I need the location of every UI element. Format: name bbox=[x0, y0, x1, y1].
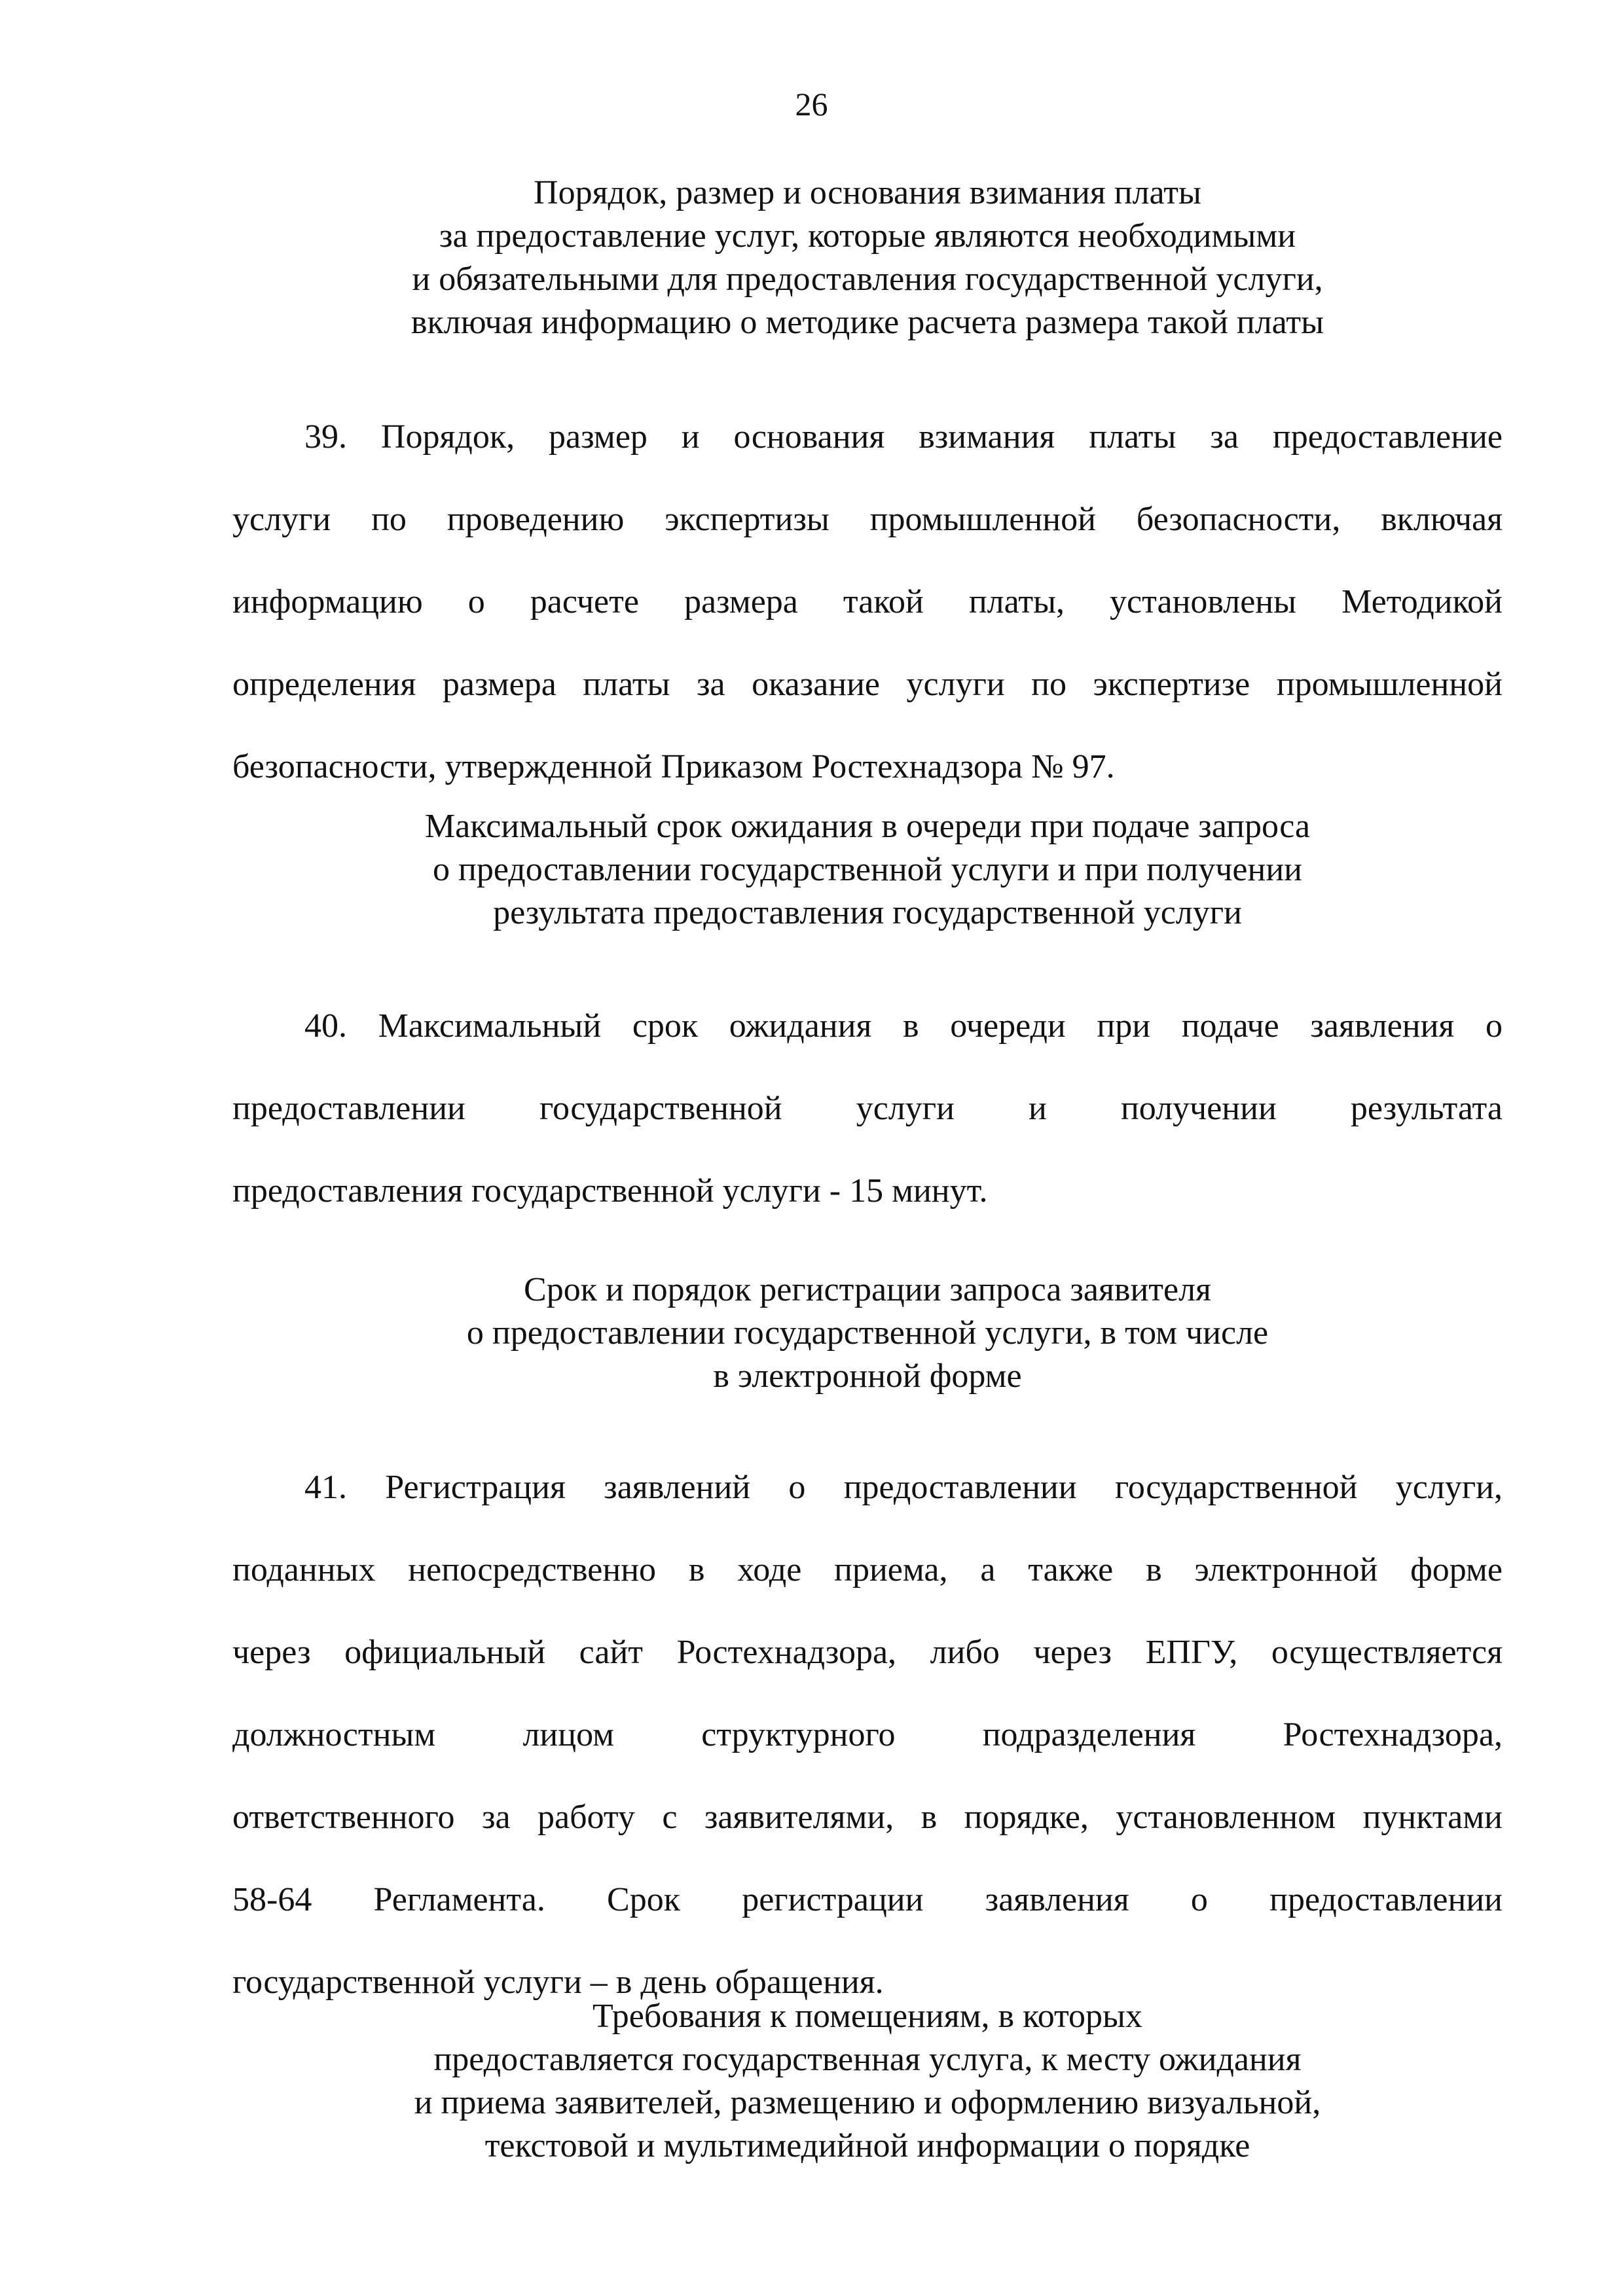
paragraph-line: предоставления государственной услуги - 15 минут. bbox=[232, 1172, 988, 1210]
heading-line: результата предоставления государственной услуги bbox=[493, 894, 1242, 931]
paragraph-line: определения размера платы за оказание услуги по экспертизе промышленной bbox=[232, 666, 1503, 703]
paragraph-line: услуги по проведению экспертизы промышленной безопасности, включая bbox=[232, 501, 1503, 538]
paragraph-line: 41. Регистрация заявлений о предоставлении государственной услуги, bbox=[304, 1469, 1503, 1506]
paragraph-line: государственной услуги – в день обращения. bbox=[232, 1964, 884, 2001]
section-heading-fee bbox=[236, 171, 1499, 344]
paragraph-line: 40. Максимальный срок ожидания в очереди при подаче заявления о bbox=[304, 1007, 1503, 1045]
heading-line: Максимальный срок ожидания в очереди при подаче запроса bbox=[424, 808, 1311, 845]
page-number: 26 bbox=[795, 86, 828, 122]
paragraph-line: через официальный сайт Ростехнадзора, либо через ЕПГУ, осуществляется bbox=[232, 1634, 1503, 1671]
paragraph-line: 58-64 Регламента. Срок регистрации заявления о предоставлении bbox=[232, 1881, 1503, 1918]
section-heading-registration bbox=[236, 1268, 1499, 1398]
paragraph-line: безопасности, утвержденной Приказом Ростехнадзора № 97. bbox=[232, 748, 1115, 785]
heading-line: и приема заявителей, размещению и оформлению визуальной, bbox=[414, 2084, 1321, 2121]
heading-line: о предоставлении государственной услуги и при получении bbox=[433, 851, 1302, 888]
paragraph-line: 39. Порядок, размер и основания взимания платы за предоставление bbox=[304, 418, 1503, 456]
heading-line: Требования к помещениям, в которых bbox=[593, 1998, 1142, 2035]
paragraph-41 bbox=[232, 1446, 1503, 2024]
paragraph-line: ответственного за работу с заявителями, в порядке, установленном пунктами bbox=[232, 1799, 1503, 1836]
paragraph-line: предоставлении государственной услуги и получении результата bbox=[232, 1090, 1503, 1127]
heading-line: о предоставлении государственной услуги, в том числе bbox=[466, 1314, 1269, 1352]
heading-line: включая информацию о методике расчета размера такой платы bbox=[410, 304, 1324, 341]
heading-line: за предоставление услуг, которые являются необходимыми bbox=[439, 217, 1296, 255]
paragraph-line: поданных непосредственно в ходе приема, а также в электронной форме bbox=[232, 1551, 1503, 1588]
heading-line: предоставляется государственная услуга, к месту ожидания bbox=[433, 2041, 1302, 2078]
paragraph-line: информацию о расчете размера такой платы, установлены Методикой bbox=[232, 583, 1503, 620]
heading-line: и обязательными для предоставления государственной услуги, bbox=[412, 260, 1323, 298]
heading-line: в электронной форме bbox=[713, 1357, 1022, 1395]
paragraph-40 bbox=[232, 985, 1503, 1232]
paragraph-39 bbox=[232, 396, 1503, 808]
heading-line: Порядок, размер и основания взимания платы bbox=[534, 174, 1201, 211]
heading-line: Срок и порядок регистрации запроса заявителя bbox=[524, 1271, 1211, 1308]
paragraph-line: должностным лицом структурного подразделения Ростехнадзора, bbox=[232, 1716, 1503, 1753]
section-heading-premises bbox=[236, 1995, 1499, 2168]
section-heading-queue-time bbox=[236, 805, 1499, 935]
heading-line: текстовой и мультимедийной информации о порядке bbox=[484, 2127, 1250, 2164]
